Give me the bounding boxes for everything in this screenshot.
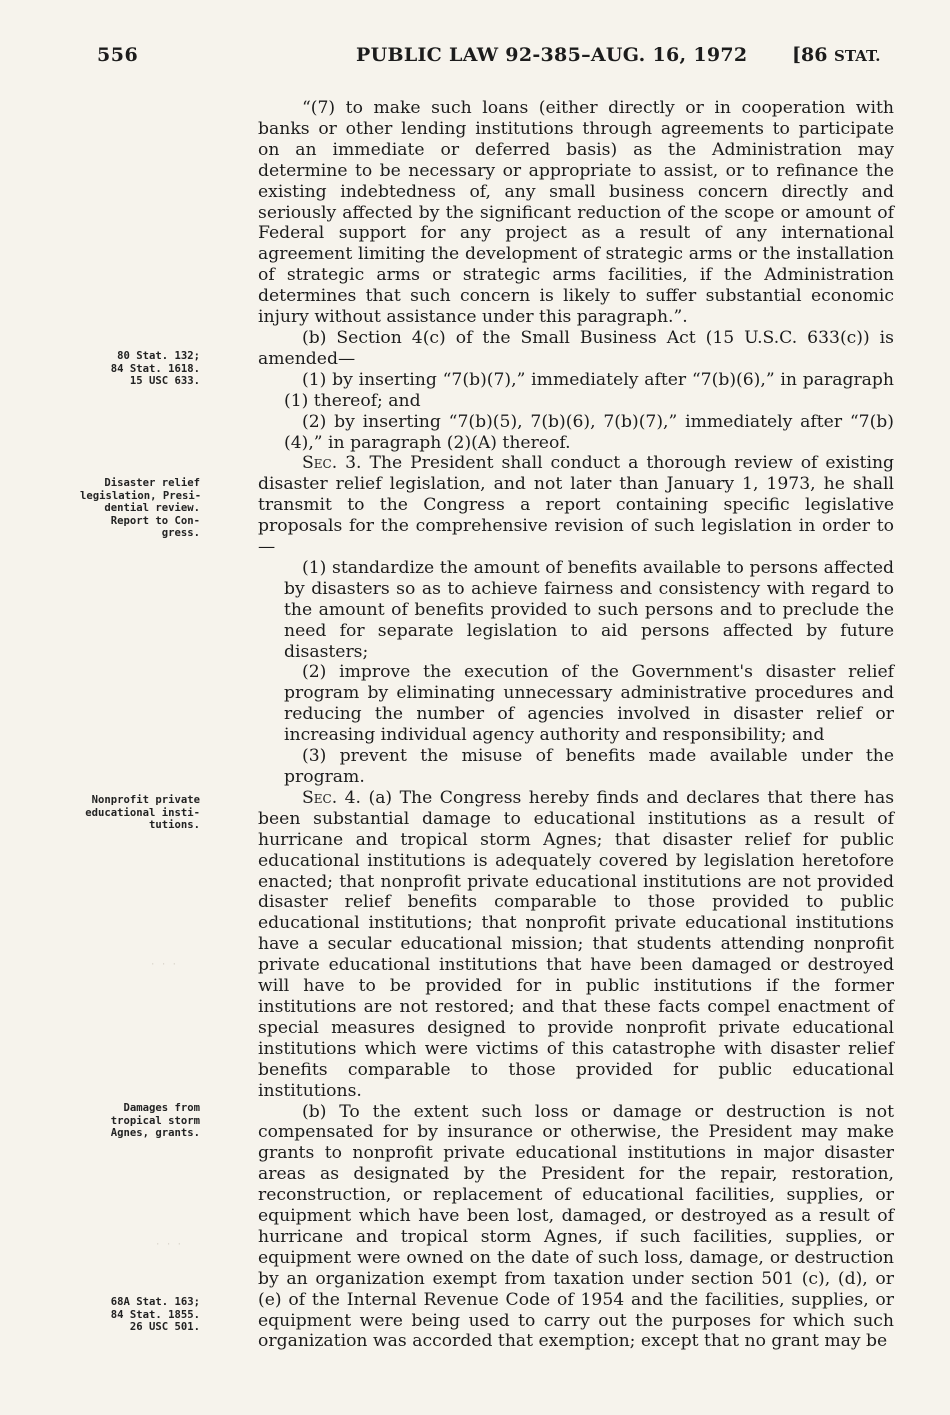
volume-reference: [792, 44, 881, 66]
margin-note-line: Agnes, grants.: [110, 1127, 200, 1140]
section-3-item-3: (3) prevent the misuse of benefits made available under the program.: [284, 746, 894, 787]
paragraph-b1: (1) by inserting “7(b)(7),” immediately after “7(b)(6),” in paragraph (1) thereof; and: [284, 369, 894, 411]
margin-note-line: Disaster relief: [104, 477, 200, 489]
margin-note-nonprofit: [80, 794, 200, 832]
margin-note-line: legislation, Presi-: [80, 489, 202, 502]
bleed-through-mark: · · ·: [155, 1240, 183, 1250]
margin-note-line: Report to Con-: [110, 514, 200, 527]
paragraph-b2: (2) by inserting “7(b)(5), 7(b)(6), 7(b)(7),” immediately after “7(b)(4),” in paragraph (2)(A) thereof.: [284, 411, 894, 453]
margin-note-line: 68A Stat. 163;: [110, 1296, 200, 1308]
page-number: 556: [97, 44, 139, 66]
margin-note-line: 84 Stat. 1618.: [110, 362, 200, 375]
section-4-label: Sec. 4.: [302, 787, 362, 808]
paragraph-7: “(7) to make such loans (either directly or in cooperation with banks or other lending institutions through agreements to participate on an immediate or deferred basis) as the Administration may determine to be necessary or appropriate to assist, or to refinance the existing indebtedness of, any small business concern directly and seriously affected by the significant reduction of the scope or amount of Federal support for any project as a result of any international agreement limiting the development of strategic arms or the installation of strategic arms or strategic arms facilities, if the Administration determines that such concern is likely to suffer substantial economic injury without assistance under this paragraph.”.: [258, 98, 894, 328]
margin-note-citation-501: [80, 1296, 200, 1334]
paragraph-b: (b) Section 4(c) of the Small Business Act (15 U.S.C. 633(c)) is amended—: [258, 327, 894, 369]
section-3-item-2: (2) improve the execution of the Government's disaster relief program by eliminating unnecessary administrative procedures and reducing the number of agencies involved in disaster relief or increasing individual agency authority and responsibility; and: [284, 662, 894, 746]
running-head: PUBLIC LAW 92-385–AUG. 16, 1972: [356, 44, 748, 66]
margin-note-line: tropical storm: [110, 1114, 200, 1127]
bleed-through-mark: · · ·: [150, 960, 178, 970]
margin-note-line: Nonprofit private: [91, 794, 200, 806]
body-text: [258, 98, 894, 1352]
margin-note-line: 26 USC 501.: [129, 1321, 200, 1334]
margin-note-citation-633: [80, 350, 200, 388]
margin-note-line: 84 Stat. 1855.: [110, 1308, 200, 1321]
volume-stat: STAT.: [834, 47, 881, 65]
margin-note-disaster-relief: [80, 477, 200, 540]
margin-note-line: 80 Stat. 132;: [117, 350, 200, 362]
margin-note-line: Damages from: [123, 1102, 200, 1114]
margin-note-agnes-grants: [80, 1102, 200, 1140]
volume-prefix: [86: [792, 44, 835, 66]
section-3: [258, 453, 894, 558]
section-3-item-1: (1) standardize the amount of benefits available to persons affected by disasters so as to achieve fairness and consistency with regard to the amount of benefits provided to such persons and to preclude the need for separate legislation to aid persons affected by future disasters;: [284, 557, 894, 662]
section-4b: (b) To the extent such loss or damage or destruction is not compensated for by insurance or otherwise, the President may make grants to nonprofit private educational institutions in major disaster areas as designated by the President for the repair, restoration, reconstruction, or replacement of educational facilities, supplies, or equipment which have been lost, damaged, or destroyed as a result of hurricane and tropical storm Agnes, if such facilities, supplies, or equipment were owned on the date of such loss, damage, or destruction by an organization exempt from taxation under section 501 (c), (d), or (e) of the Internal Revenue Code of 1954 and the facilities, supplies, or equipment were being used to carry out the purposes for which such organization was accorded that exemption; except that no grant may be: [258, 1101, 894, 1352]
section-3-text: The President shall conduct a thorough review of existing disaster relief legislation, and not later than January 1, 1973, he shall transmit to the Congress a report containing specific legislative proposals for the comprehensive revision of such legislation in order to—: [258, 453, 895, 558]
margin-note-line: dential review.: [104, 502, 200, 515]
section-4a-text: (a) The Congress hereby finds and declares that there has been substantial damage to educational institutions as a result of hurricane and tropical storm Agnes; that disaster relief for public educational institutions is adequately covered by legislation heretofore enacted; that nonprofit private educational institutions are not provided disaster relief benefits comparable to those provided to public educational institutions; that nonprofit private educational institutions have a secular educational mission; that students attending nonprofit private educational institutions that have been damaged or destroyed will have to be provided for in public institutions if the former institutions are not restored; and that these facts compel enactment of special measures designed to provide nonprofit private educational institutions which were victims of this catastrophe with disaster relief benefits comparable to those provided for public educational institutions.: [258, 787, 895, 1101]
margin-note-line: educational insti-: [85, 806, 200, 819]
margin-note-line: gress.: [161, 527, 200, 540]
margin-note-line: 15 USC 633.: [129, 375, 200, 388]
margin-note-line: tutions.: [148, 819, 200, 832]
section-4a: [258, 788, 894, 1102]
section-3-label: Sec. 3.: [302, 453, 362, 474]
